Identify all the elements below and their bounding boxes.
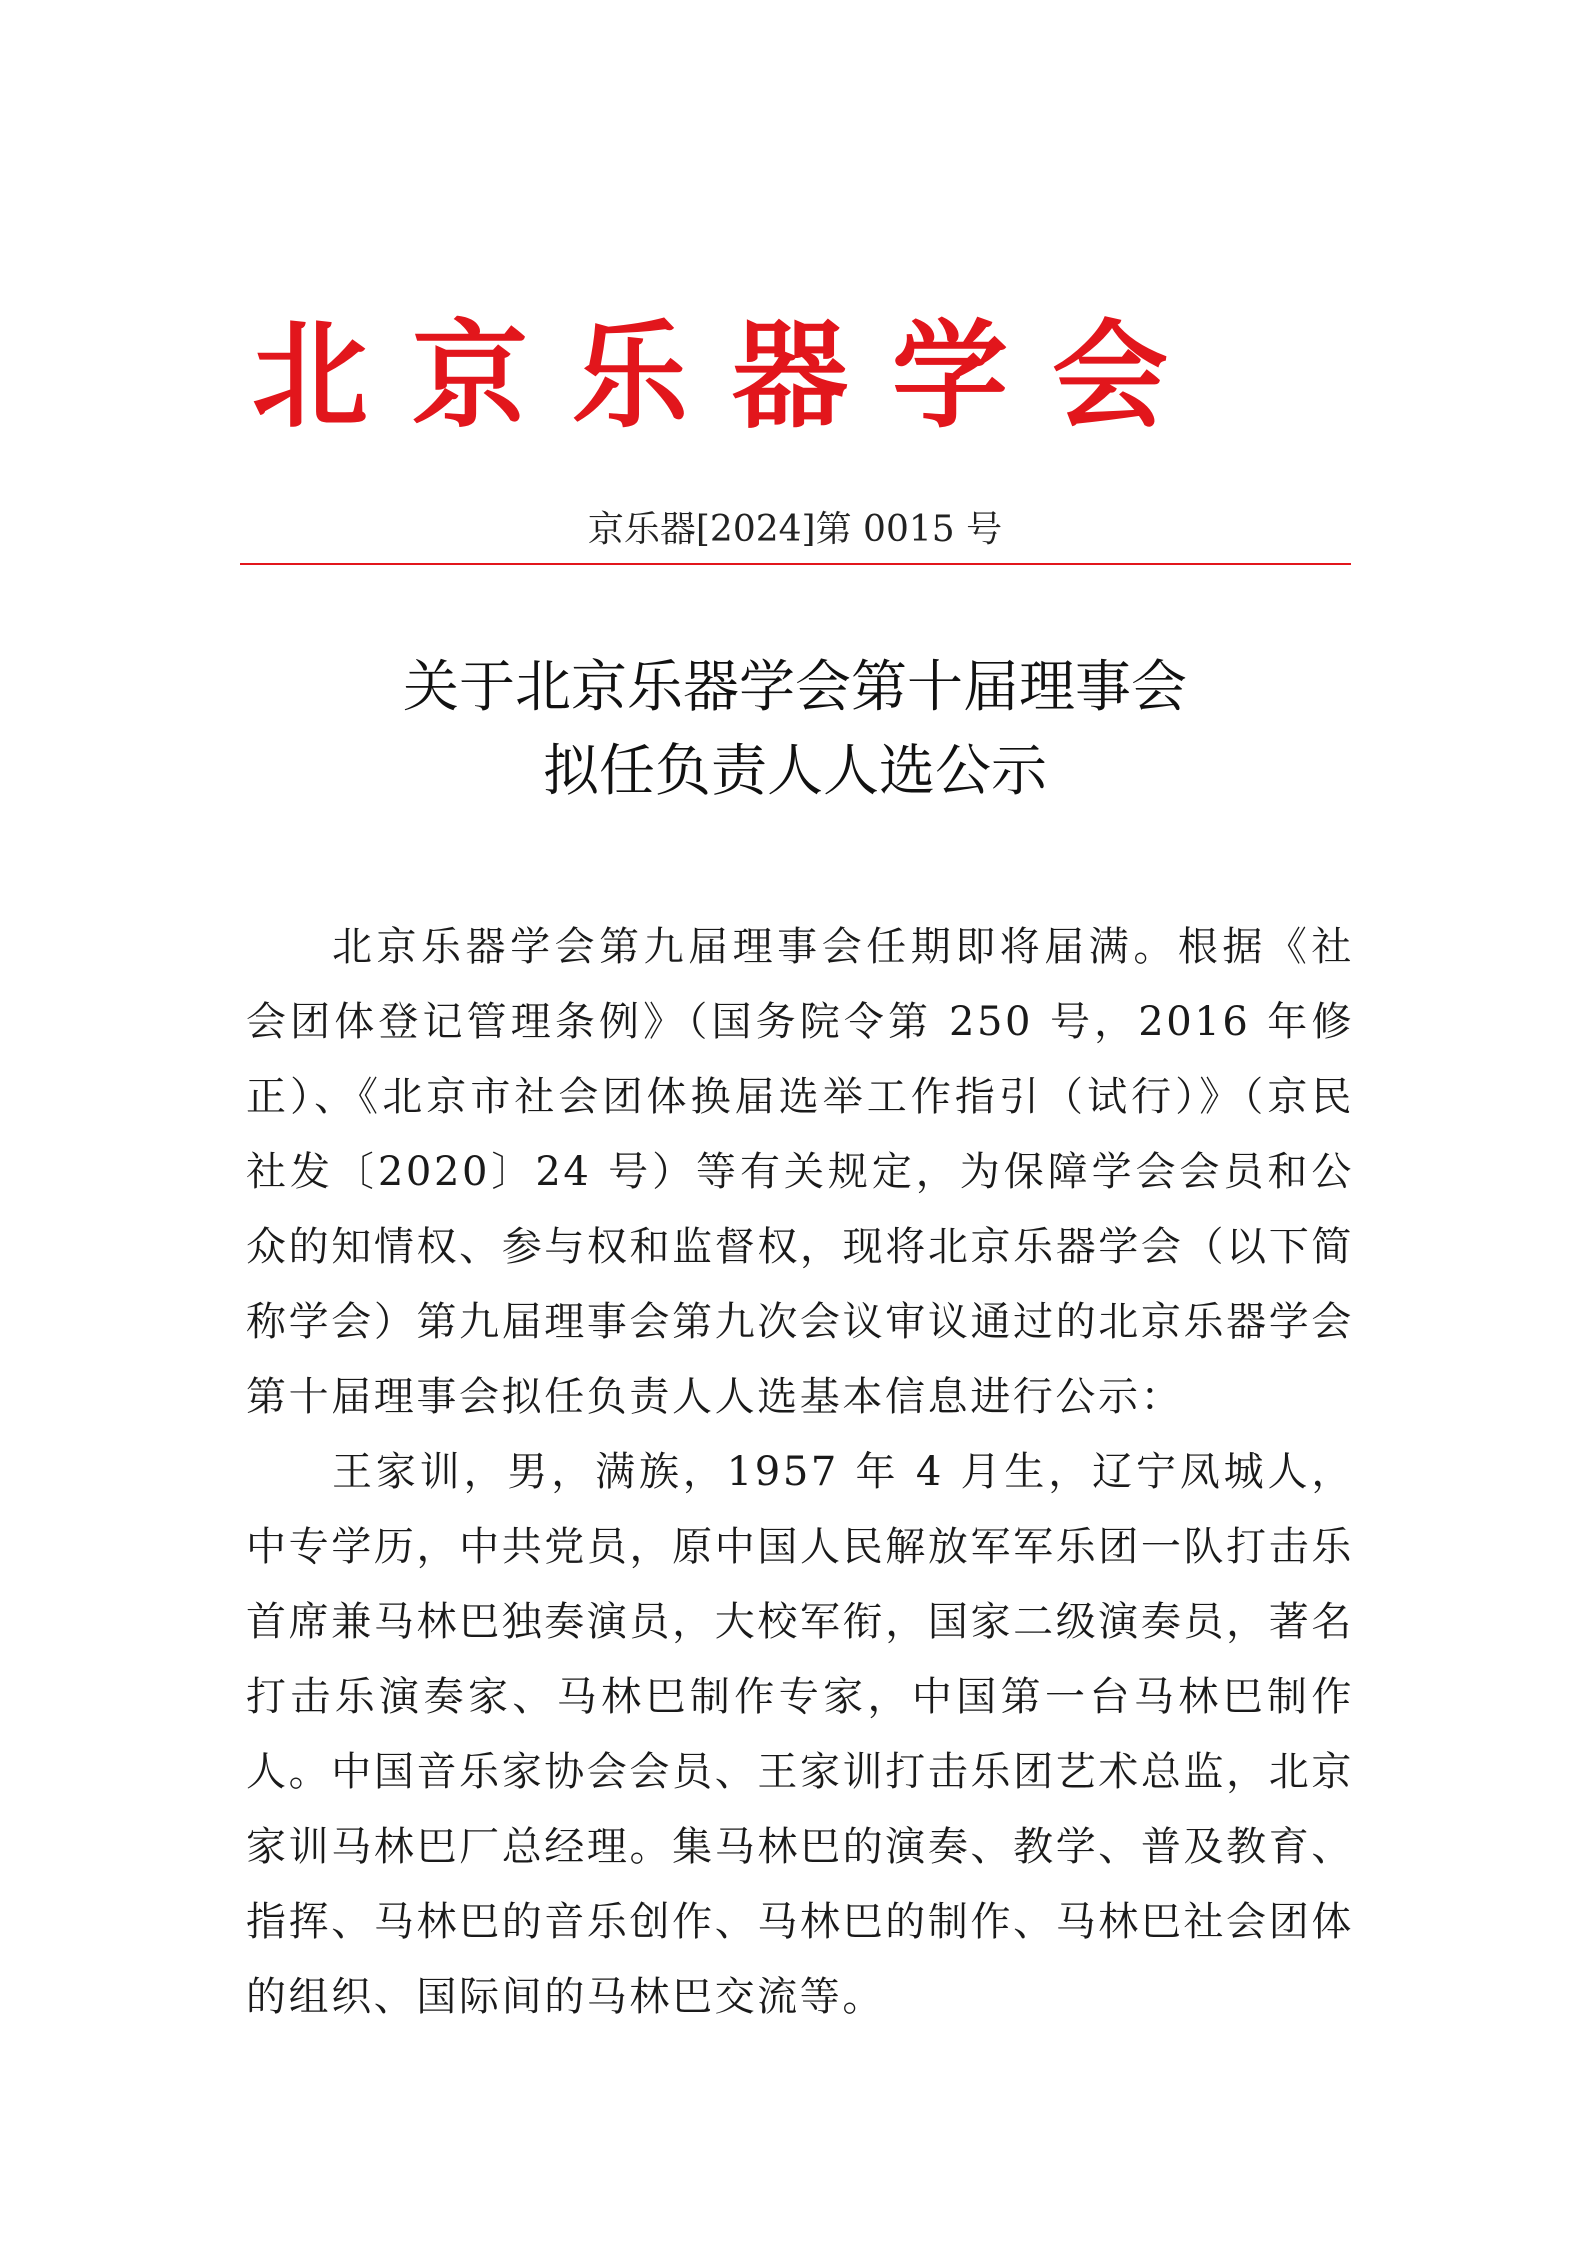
document-number: 京乐器[2024]第 0015 号: [587, 509, 1003, 550]
organization-header: 北京乐器学会: [252, 308, 1212, 444]
body-paragraph-intro: 北京乐器学会第九届理事会任期即将届满。根据《社会团体登记管理条例》（国务院令第 250 号，2016 年修正）、《北京市社会团体换届选举工作指引（试行）》（京民社发〔2020〕24 号）等有关规定，为保障学会会员和公众的知情权、参与权和监督权，现将北京乐器学会（以下简称学会）第九届理事会第九次会议审议通过的北京乐器学会第十届理事会拟任负责人人选基本信息进行公示：: [246, 924, 1354, 1420]
header-divider: [240, 563, 1351, 565]
document-body: [246, 910, 1354, 2035]
body-paragraph-candidate: 王家训，男，满族，1957 年 4 月生，辽宁凤城人，中专学历，中共党员，原中国人民解放军军乐团一队打击乐首席兼马林巴独奏演员，大校军衔，国家二级演奏员，著名打击乐演奏家、马林巴制作专家，中国第一台马林巴制作人。中国音乐家协会会员、王家训打击乐团艺术总监，北京家训马林巴厂总经理。集马林巴的演奏、教学、普及教育、指挥、马林巴的音乐创作、马林巴的制作、马林巴社会团体的组织、国际间的马林巴交流等。: [246, 1449, 1354, 2020]
title-line-1: 关于北京乐器学会第十届理事会: [403, 655, 1187, 720]
title-line-2: 拟任负责人人选公示: [543, 739, 1047, 804]
document-title: [240, 646, 1350, 814]
